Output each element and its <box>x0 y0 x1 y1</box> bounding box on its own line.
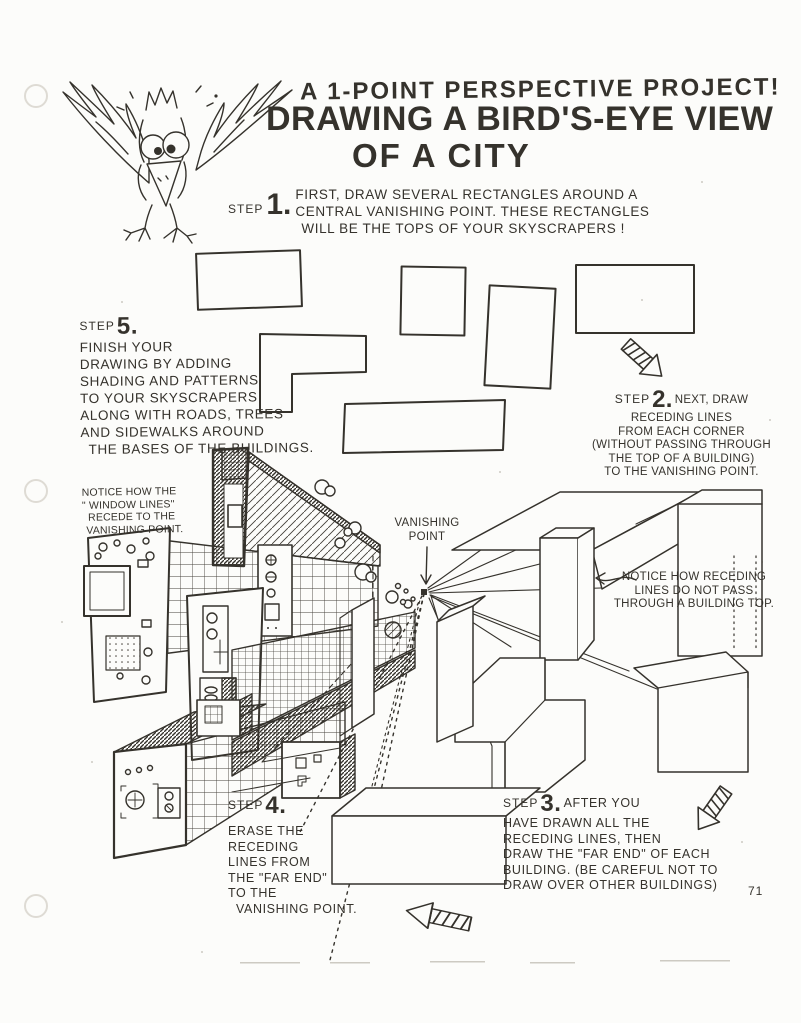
rectangle-shape <box>196 250 302 310</box>
vanishing-point-label: VANISHING POINT <box>394 517 460 543</box>
step1-text: FIRST, DRAW SEVERAL RECTANGLES AROUND A CENTRAL VANISHING POINT. THESE RECTANGLES WILL BE THE TOPS OF YOUR SKYSCRAPERS ! <box>295 187 650 236</box>
step3-block: STEP3. AFTER YOU HAVE DRAWN ALL THE RECEDING LINES, THEN DRAW THE "FAR END" OF EACH BUILDING. (BE CAREFUL NOT TO DRAW OVER OTHER BUILDINGS) <box>503 790 718 892</box>
step2-label: STEP <box>614 392 651 406</box>
title-kicker: A 1-POINT PERSPECTIVE PROJECT! <box>299 73 781 106</box>
notice-window-lines-callout: NOTICE HOW THE " WINDOW LINES" RECEDE TO THE VANISHING POINT. <box>81 485 184 537</box>
step3-text-start: AFTER YOU <box>563 796 641 810</box>
tower-building <box>213 448 248 566</box>
striped-arrow-icon <box>617 334 670 385</box>
small-roof-face <box>197 694 252 736</box>
rectangle-shape <box>484 285 555 388</box>
step4-block: STEP4. ERASE THE RECEDING LINES FROM THE "FAR END" TO THE VANISHING POINT. <box>228 792 358 916</box>
step3-number: 3. <box>540 790 562 817</box>
step5-number: 5. <box>116 312 139 340</box>
step4-number: 4. <box>265 792 287 819</box>
step5-block: STEP5. FINISH YOUR DRAWING BY ADDING SHADING AND PATTERNS TO YOUR SKYSCRAPERS ALONG WITH ROADS, TREES AND SIDEWALKS AROUND THE BASES OF THE BUILDINGS. <box>79 312 314 457</box>
step2-block: STEP2. NEXT, DRAW RECEDING LINES FROM EACH CORNER (WITHOUT PASSING THROUGH THE TOP OF A BUILDING) TO THE VANISHING POINT. <box>591 386 772 478</box>
page-number: 71 <box>748 884 764 898</box>
rectangle-shape <box>576 265 694 333</box>
rectangle-shape <box>400 266 465 335</box>
striped-arrow-icon <box>404 898 473 937</box>
notice-receding-lines-callout: NOTICE HOW RECEDING LINES DO NOT PASS THROUGH A BUILDING TOP. <box>613 571 775 610</box>
hole-punch-marks <box>25 85 47 917</box>
step4-label: STEP <box>228 798 264 812</box>
page-title-line2: OF A CITY <box>352 137 531 174</box>
page-title: DRAWING A BIRD'S-EYE VIEW <box>266 100 774 138</box>
small-roof-face <box>282 734 355 798</box>
vanishing-point-dot <box>421 589 427 595</box>
step2-number: 2. <box>652 386 673 413</box>
step2-text-start: NEXT, DRAW <box>674 394 749 406</box>
step3-label: STEP <box>503 796 539 810</box>
step1-block <box>228 186 650 237</box>
step1-number: 1. <box>266 188 292 221</box>
step5-label: STEP <box>79 318 115 334</box>
rooftop-panel <box>84 528 170 702</box>
rectangle-shape <box>343 400 505 453</box>
vanishing-point-arrow-icon <box>421 547 431 584</box>
step1-label: STEP <box>228 202 264 216</box>
